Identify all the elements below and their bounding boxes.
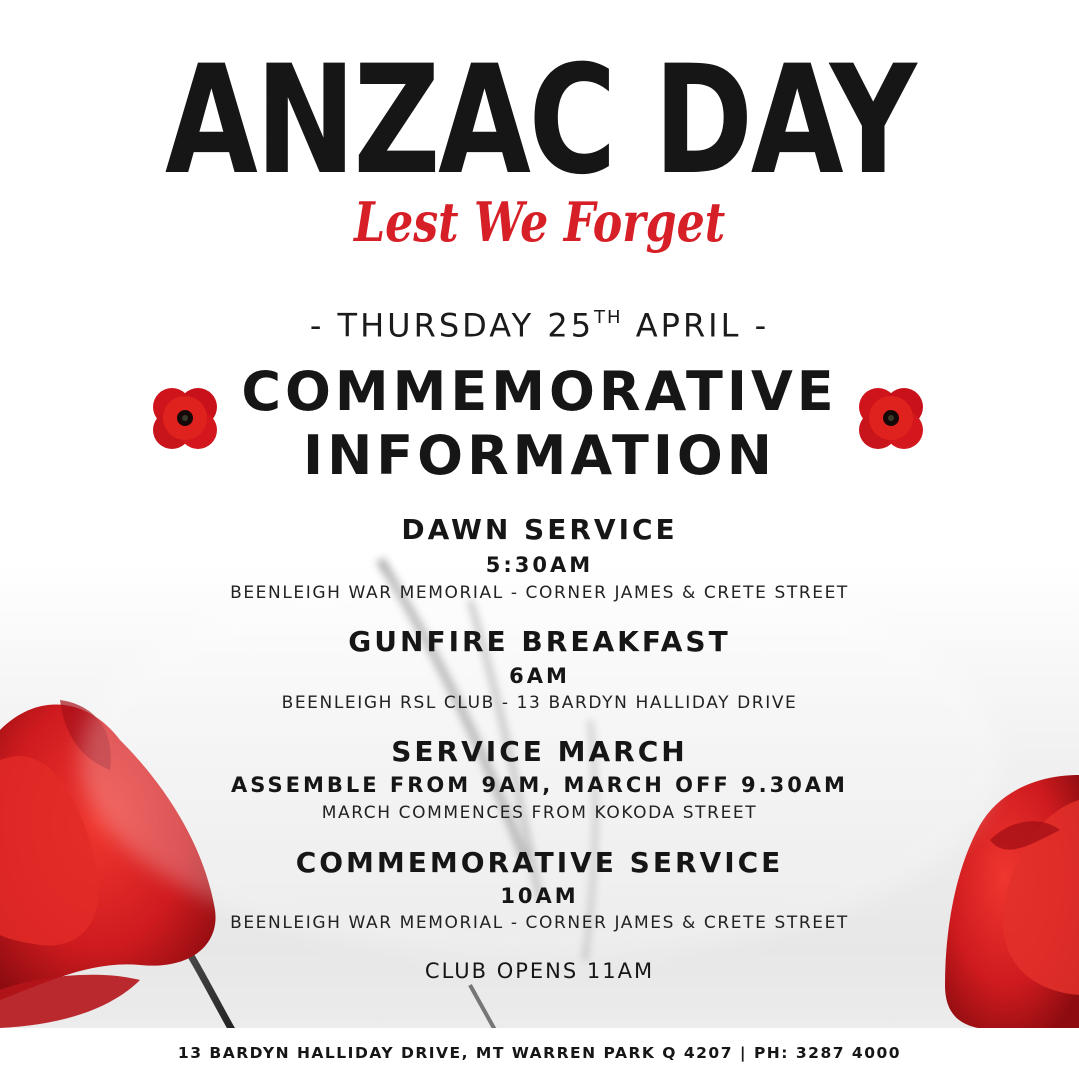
event-time: 6AM	[509, 664, 570, 688]
event-title: GUNFIRE BREAKFAST	[348, 625, 731, 658]
event-location: BEENLEIGH WAR MEMORIAL - CORNER JAMES & CRETE STREET	[230, 583, 849, 603]
date-ordinal: TH	[594, 307, 623, 328]
date-prefix: - THURSDAY 25	[309, 306, 595, 345]
event-time: 10AM	[500, 884, 579, 908]
date-suffix: APRIL -	[622, 306, 770, 345]
event-time: 5:30AM	[485, 553, 594, 577]
poppy-icon	[150, 383, 220, 453]
event-date	[0, 298, 1079, 348]
subtitle: Lest We Forget	[353, 190, 726, 254]
poppy-icon	[856, 383, 926, 453]
center-stem	[470, 985, 495, 1030]
event-location: MARCH COMMENCES FROM KOKODA STREET	[321, 803, 758, 823]
event-title: DAWN SERVICE	[401, 513, 678, 546]
event-title: COMMEMORATIVE SERVICE	[295, 846, 784, 879]
event-title: SERVICE MARCH	[391, 735, 688, 768]
footer-contact: 13 BARDYN HALLIDAY DRIVE, MT WARREN PARK Q 4207 | PH: 3287 4000	[0, 1028, 1079, 1079]
event-location: BEENLEIGH WAR MEMORIAL - CORNER JAMES & CRETE STREET	[230, 913, 849, 933]
page-title: ANZAC DAY	[164, 34, 915, 208]
heading-line-2: INFORMATION	[302, 424, 777, 487]
event-time: ASSEMBLE FROM 9AM, MARCH OFF 9.30AM	[231, 773, 848, 797]
event-location: BEENLEIGH RSL CLUB - 13 BARDYN HALLIDAY DRIVE	[281, 693, 798, 713]
heading-line-1: COMMEMORATIVE	[241, 360, 838, 423]
club-opening-time: CLUB OPENS 11AM	[424, 959, 655, 983]
